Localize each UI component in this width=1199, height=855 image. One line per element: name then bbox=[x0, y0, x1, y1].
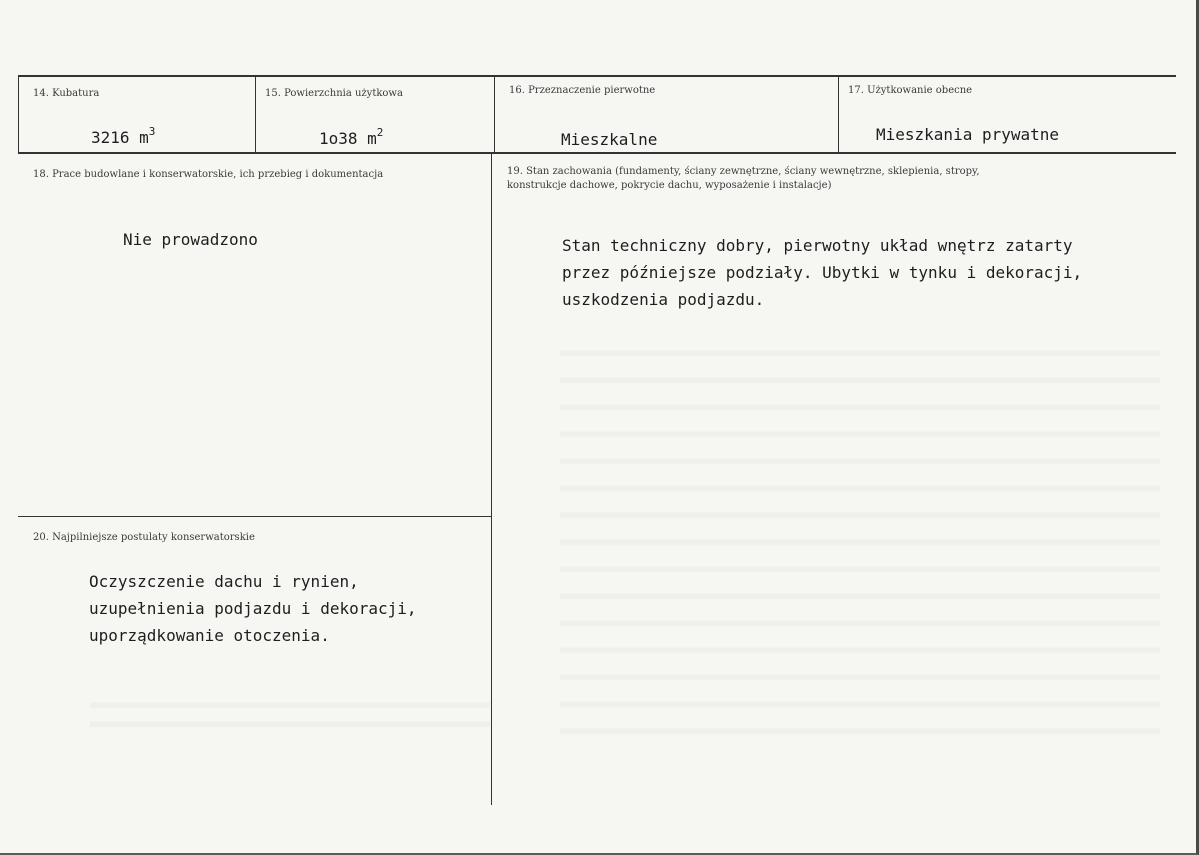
field-16-value: Mieszkalne bbox=[561, 130, 658, 149]
col-divider-main bbox=[491, 153, 492, 805]
field-18-label: 18. Prace budowlane i konserwatorskie, ich przebieg i dokumentacja bbox=[33, 169, 384, 180]
field-20-label: 20. Najpilniejsze postulaty konserwatorskie bbox=[33, 532, 255, 543]
col-divider-15-16 bbox=[494, 75, 495, 153]
col-divider-14-15 bbox=[255, 75, 256, 153]
field-19-label-line-2: konstrukcje dachowe, pokrycie dachu, wyposażenie i instalacje) bbox=[507, 180, 832, 191]
field-14-label: 14. Kubatura bbox=[33, 88, 100, 99]
field-20-text-line-2: uzupełnienia podjazdu i dekoracji, bbox=[89, 599, 417, 618]
top-border-line bbox=[18, 75, 1176, 77]
field-15-value bbox=[319, 126, 384, 148]
left-border-line bbox=[18, 75, 19, 153]
field-19-text-line-2: przez późniejsze podziały. Ubytki w tynku i dekoracji, bbox=[562, 263, 1083, 282]
field-19-text bbox=[562, 232, 1082, 313]
row-divider-line bbox=[18, 152, 1176, 154]
field-18-value: Nie prowadzono bbox=[123, 230, 258, 249]
field-15-label: 15. Powierzchnia użytkowa bbox=[265, 88, 403, 99]
show-through-texture-left bbox=[90, 690, 490, 740]
field-20-text-line-3: uporządkowanie otoczenia. bbox=[89, 626, 330, 645]
field-14-value bbox=[91, 125, 156, 147]
field-19-label bbox=[507, 165, 980, 193]
field-14-unit-exponent: 3 bbox=[148, 125, 156, 138]
field-20-text-line-1: Oczyszczenie dachu i rynien, bbox=[89, 572, 359, 591]
col-divider-16-17 bbox=[838, 75, 839, 153]
section-divider-18-20 bbox=[18, 516, 492, 517]
field-15-value-text: 1o38 m bbox=[319, 129, 377, 148]
field-15-unit-exponent: 2 bbox=[376, 126, 384, 139]
show-through-texture bbox=[560, 330, 1160, 750]
field-20-text bbox=[89, 568, 417, 649]
field-17-value: Mieszkania prywatne bbox=[876, 125, 1060, 144]
field-19-label-line-1: 19. Stan zachowania (fundamenty, ściany zewnętrzne, ściany wewnętrzne, sklepienia, stropy, bbox=[507, 166, 980, 177]
field-19-text-line-1: Stan techniczny dobry, pierwotny układ wnętrz zatarty bbox=[562, 236, 1073, 255]
field-14-value-text: 3216 m bbox=[91, 128, 149, 147]
field-16-label: 16. Przeznaczenie pierwotne bbox=[509, 85, 656, 96]
field-17-label: 17. Użytkowanie obecne bbox=[848, 85, 973, 96]
field-19-text-line-3: uszkodzenia podjazdu. bbox=[562, 290, 765, 309]
